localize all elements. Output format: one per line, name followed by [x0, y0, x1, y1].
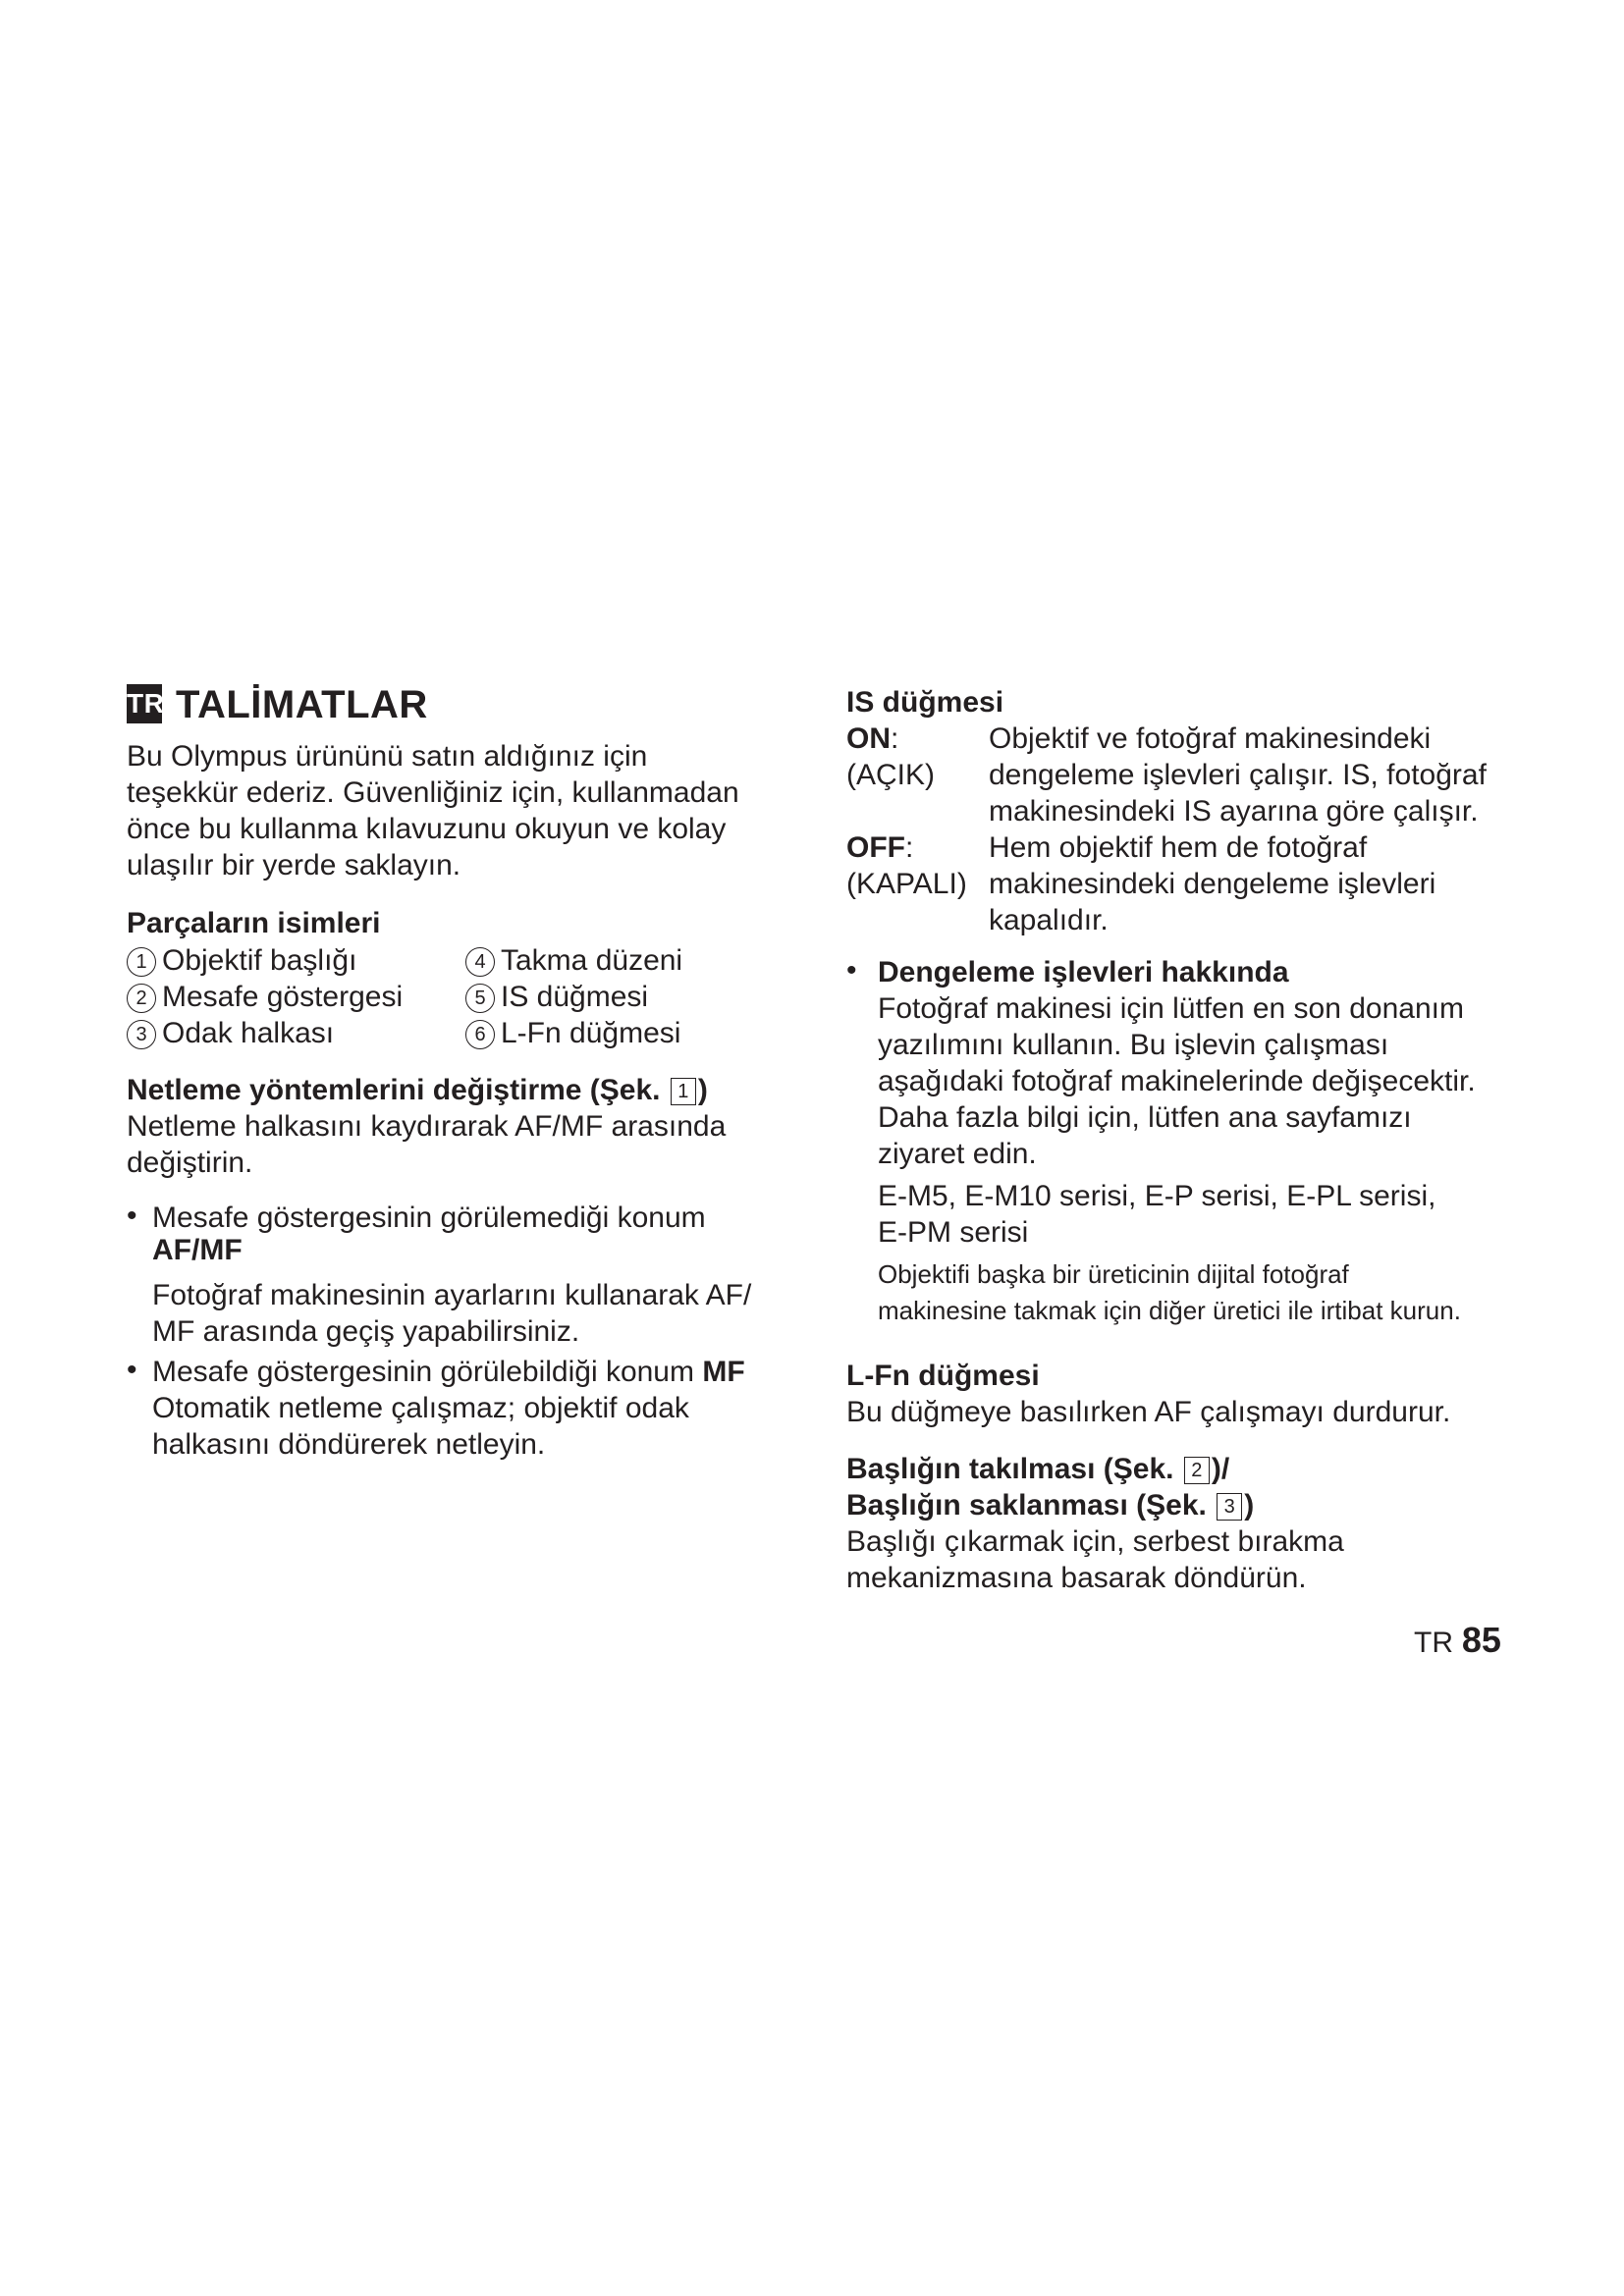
cap-heading-1-end: )/ [1211, 1453, 1230, 1485]
note-line: makinesine takmak için diğer üretici ile irtibat kurun. [878, 1296, 1461, 1325]
focus-heading-end: ) [697, 1074, 708, 1106]
intro-paragraph [127, 738, 739, 883]
cap-heading-1 [846, 1451, 1229, 1487]
page-title [127, 682, 428, 727]
page-number: 85 [1461, 1620, 1501, 1660]
part-number: 3 [127, 1020, 156, 1049]
page-footer [1414, 1620, 1501, 1661]
intro-line: ulaşılır bir yerde saklayın. [127, 849, 461, 881]
off-text-line: Hem objektif hem de fotoğraf [989, 831, 1368, 864]
models-line: E-M5, E-M10 serisi, E-P serisi, E-PL serisi, [878, 1180, 1436, 1212]
models-line: E-PM serisi [878, 1216, 1029, 1249]
off-text-line: makinesindeki dengeleme işlevleri [989, 868, 1436, 900]
on-text-line: dengeleme işlevleri çalışır. IS, fotoğraf [989, 759, 1487, 791]
bullet-marker: • [127, 1354, 137, 1386]
off-label: OFF [846, 831, 905, 864]
part-label: Odak halkası [162, 1017, 335, 1049]
footer-lang: TR [1414, 1627, 1453, 1659]
part-number: 1 [127, 947, 156, 977]
intro-line: önce bu kullanma kılavuzunu okuyun ve kolay [127, 813, 727, 845]
intro-line: teşekkür ederiz. Güvenliğiniz için, kullanmadan [127, 776, 739, 809]
bullet-bold: MF [702, 1356, 745, 1388]
bullet-marker: • [846, 954, 857, 987]
on-sub-label: (AÇIK) [846, 759, 935, 791]
bullet-text-line: MF arasında geçiş yapabilirsiniz. [152, 1315, 580, 1348]
part-item [465, 942, 682, 979]
part-item [127, 1015, 403, 1051]
figure-ref: 3 [1217, 1493, 1242, 1521]
is-heading: IS düğmesi [846, 686, 1004, 719]
cap-heading-1-text: Başlığın takılması (Şek. [846, 1453, 1174, 1485]
cap-heading-2-text: Başlığın saklanması (Şek. [846, 1489, 1207, 1522]
bullet-line: Mesafe göstergesinin görülemediği konum [152, 1201, 706, 1234]
part-label: IS düğmesi [501, 981, 649, 1013]
bullet-text-line: halkasını döndürerek netleyin. [152, 1428, 546, 1461]
part-label: Mesafe göstergesi [162, 981, 404, 1013]
bullet-text-line: Fotoğraf makinesinin ayarlarını kullanarak AF/ [152, 1279, 752, 1311]
stabilization-text-line: ziyaret edin. [878, 1138, 1037, 1170]
intro-line: Bu Olympus ürününü satın aldığınız için [127, 740, 648, 773]
colon: : [891, 722, 899, 755]
cap-heading-2 [846, 1487, 1254, 1523]
stabilization-text-line: yazılımını kullanın. Bu işlevin çalışması [878, 1029, 1389, 1061]
part-number: 5 [465, 984, 495, 1013]
focus-text [127, 1108, 726, 1181]
stabilization-text-line: aşağıdaki fotoğraf makinelerinde değişecektir. [878, 1065, 1476, 1097]
stabilization-section [878, 954, 1476, 1329]
colon: : [905, 831, 914, 864]
figure-ref: 2 [1184, 1457, 1210, 1484]
part-label: Takma düzeni [501, 944, 683, 977]
focus-bullet-1 [152, 1200, 751, 1350]
off-sub-label: (KAPALI) [846, 868, 967, 900]
on-text-line: makinesindeki IS ayarına göre çalışır. [989, 795, 1479, 828]
cap-heading-2-end: ) [1244, 1489, 1255, 1522]
bullet-bold: AF/MF [152, 1234, 243, 1266]
part-item [127, 979, 403, 1015]
page-title-text: TALİMATLAR [176, 683, 428, 726]
part-item [465, 979, 682, 1015]
stabilization-text-line: Fotoğraf makinesi için lütfen en son donanım [878, 992, 1464, 1025]
part-number: 6 [465, 1020, 495, 1049]
note-line: Objektifi başka bir üreticinin dijital fotoğraf [878, 1259, 1349, 1289]
bullet-line: Mesafe göstergesinin görülebildiği konum [152, 1356, 694, 1388]
cap-text-line: mekanizmasına basarak döndürün. [846, 1562, 1307, 1594]
on-text-line: Objektif ve fotoğraf makinesindeki [989, 722, 1432, 755]
lfn-text: Bu düğmeye basılırken AF çalışmayı durdurur. [846, 1396, 1451, 1428]
on-label: ON [846, 722, 891, 755]
cap-text-line: Başlığı çıkarmak için, serbest bırakma [846, 1525, 1344, 1558]
parts-heading: Parçaların isimleri [127, 907, 381, 939]
part-label: L-Fn düğmesi [501, 1017, 681, 1049]
focus-bullet-2 [152, 1354, 745, 1463]
part-item [465, 1015, 682, 1051]
part-label: Objektif başlığı [162, 944, 357, 977]
stabilization-text-line: Daha fazla bilgi için, lütfen ana sayfamızı [878, 1101, 1412, 1134]
part-number: 2 [127, 984, 156, 1013]
bullet-marker: • [127, 1200, 137, 1232]
stabilization-heading: Dengeleme işlevleri hakkında [878, 956, 1289, 988]
figure-ref: 1 [671, 1078, 696, 1105]
part-item [127, 942, 403, 979]
bullet-text-line: Otomatik netleme çalışmaz; objektif odak [152, 1392, 689, 1424]
off-text-line: kapalıdır. [989, 904, 1109, 936]
parts-list-col2 [465, 942, 682, 1051]
parts-list-col1 [127, 942, 403, 1051]
language-badge: TR [127, 684, 162, 723]
focus-text-line: Netleme halkasını kaydırarak AF/MF arasında [127, 1110, 727, 1143]
lfn-heading: L-Fn düğmesi [846, 1360, 1040, 1392]
focus-text-line: değiştirin. [127, 1147, 253, 1179]
part-number: 4 [465, 947, 495, 977]
focus-heading-text: Netleme yöntemlerini değiştirme (Şek. [127, 1074, 661, 1106]
focus-heading [127, 1072, 708, 1108]
cap-text [846, 1523, 1344, 1596]
